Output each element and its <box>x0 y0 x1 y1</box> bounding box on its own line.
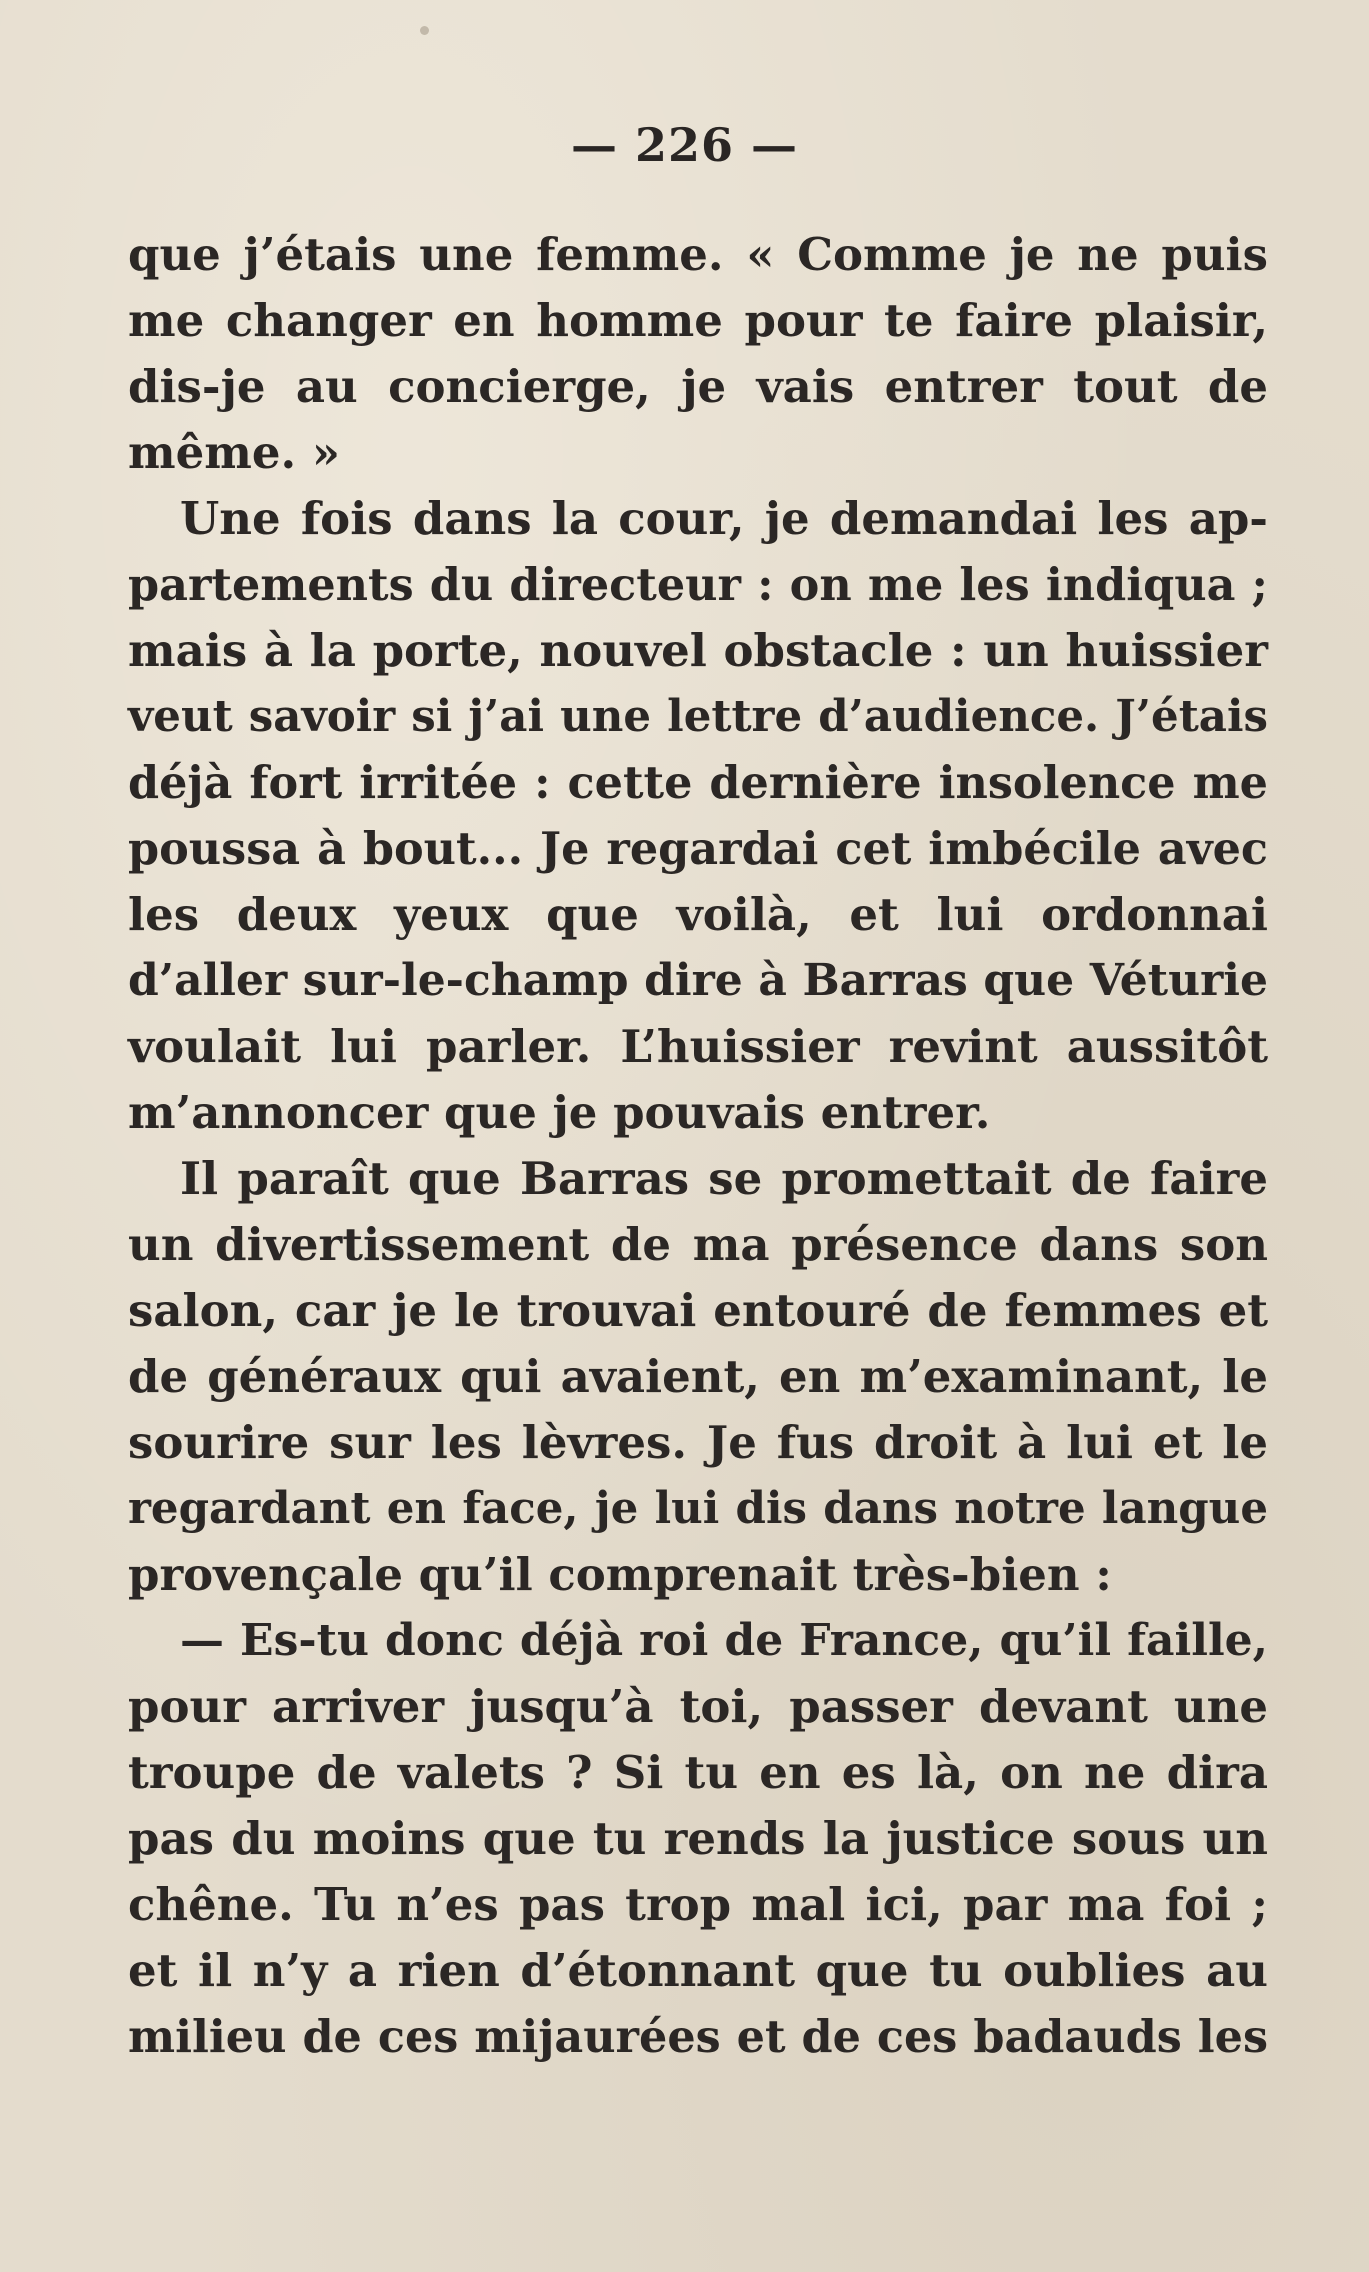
text-line: m’annoncer que je pouvais entrer. <box>128 1086 991 1139</box>
text-line: — Es-tu donc déjà roi de France, qu’il faille, <box>180 1615 1268 1666</box>
text-line: sourire sur les lèvres. Je fus droit à lui et le <box>128 1416 1268 1469</box>
text-line: me changer en homme pour te faire plaisir, <box>128 294 1268 347</box>
text-line: d’aller sur-le-champ dire à Barras que Véturie <box>128 955 1268 1006</box>
text-line: voulait lui parler. L’huissier revint aussitôt <box>128 1020 1268 1073</box>
text-line: les deux yeux que voilà, et lui ordonnai <box>128 888 1268 941</box>
text-line: mais à la porte, nouvel obstacle : un huissier <box>128 624 1268 677</box>
text-line: provençale qu’il comprenait très-bien : <box>128 1548 1112 1601</box>
text-line: pas du moins que tu rends la justice sous un <box>128 1812 1268 1865</box>
text-line: milieu de ces mijaurées et de ces badauds les <box>128 2011 1268 2063</box>
text-line: Il paraît que Barras se promettait de faire <box>180 1152 1268 1205</box>
text-line: Une fois dans la cour, je demandai les ap- <box>180 492 1268 545</box>
text-line: pour arriver jusqu’à toi, passer devant une <box>128 1680 1268 1733</box>
text-line: déjà fort irritée : cette dernière insolence me <box>128 757 1268 809</box>
text-line: veut savoir si j’ai une lettre d’audience. J’étais <box>128 691 1268 742</box>
text-line: et il n’y a rien d’étonnant que tu oublies au <box>128 1944 1268 1997</box>
text-line: troupe de valets ? Si tu en es là, on ne dira <box>128 1746 1268 1799</box>
text-line: poussa à bout... Je regardai cet imbécile avec <box>128 823 1268 875</box>
text-line: dis-je au concierge, je vais entrer tout de <box>128 360 1268 413</box>
text-line: chêne. Tu n’es pas trop mal ici, par ma foi ; <box>128 1878 1268 1931</box>
body-text <box>128 222 1268 2070</box>
text-line: partements du directeur : on me les indiqua ; <box>128 559 1268 611</box>
text-line: de généraux qui avaient, en m’examinant, le <box>128 1350 1268 1403</box>
ink-speck <box>420 26 429 35</box>
text-line: que j’étais une femme. « Comme je ne puis <box>128 228 1268 281</box>
text-line: regardant en face, je lui dis dans notre langue <box>128 1483 1268 1534</box>
text-line: un divertissement de ma présence dans son <box>128 1218 1268 1271</box>
text-line: salon, car je le trouvai entouré de femmes et <box>128 1284 1268 1337</box>
page-number: — 226 — <box>570 118 799 172</box>
text-line: même. » <box>128 426 340 479</box>
